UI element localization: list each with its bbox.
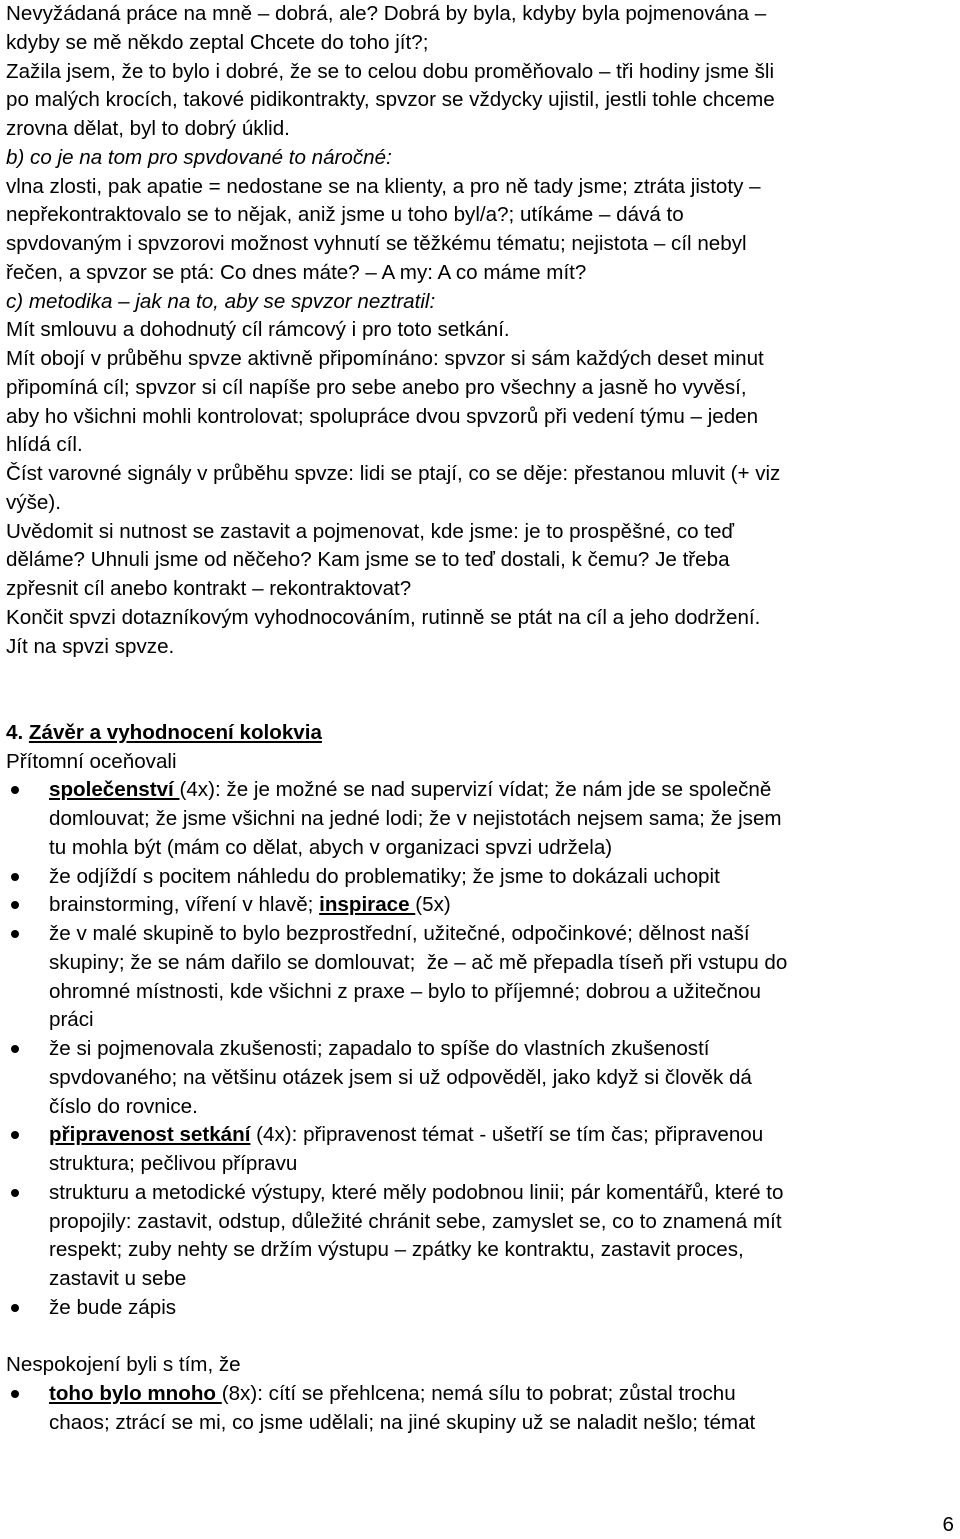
bullet-line — [49, 1121, 956, 1150]
bullet-keyword: inspirace — [319, 893, 416, 917]
text-line: děláme? Uhnuli jsme od něčeho? Kam jsme se to teď dostali, k čemu? Je třeba — [6, 548, 730, 572]
section-4-title: Závěr a vyhodnocení kolokvia — [28, 720, 322, 744]
bullet-line — [49, 834, 956, 863]
dissatisfied-list — [6, 1380, 956, 1438]
bullet-line — [49, 1294, 956, 1323]
bullet-text: práci — [49, 1008, 94, 1032]
bullet-text: že si pojmenovala zkušenosti; zapadalo to spíše do vlastních zkušeností — [49, 1037, 710, 1060]
bullet-text: domlouvat; že jsme všichni na jedné lodi; že v nejistotách nejsem sama; že jsem — [49, 807, 782, 830]
text-line: výše). — [6, 490, 61, 514]
bullet-item — [6, 1179, 956, 1294]
bullet-line — [49, 805, 956, 834]
bullet-text: že bude zápis — [49, 1295, 177, 1319]
spacer — [6, 661, 956, 690]
bullet-dot-icon — [11, 901, 19, 909]
section-4-intro-2: Nespokojení byli s tím, že — [6, 1353, 241, 1377]
bullet-keyword: společenství — [49, 778, 180, 802]
bullet-line — [49, 1380, 956, 1409]
bullet-keyword: připravenost setkání — [49, 1123, 251, 1147]
bullet-line — [49, 1006, 956, 1035]
bullet-dot-icon — [11, 786, 19, 794]
bullet-line — [49, 1236, 956, 1265]
bullet-line — [49, 978, 956, 1007]
bullet-line — [49, 949, 956, 978]
bullet-dot-icon — [11, 1045, 19, 1053]
bullet-text: že odjíždí s pocitem náhledu do problematiky; že jsme to dokázali uchopit — [49, 864, 720, 888]
bullet-item — [6, 1380, 956, 1438]
bullet-line — [49, 920, 956, 949]
bullet-dot-icon — [11, 1189, 19, 1197]
bullet-dot-icon — [11, 930, 19, 938]
bullet-dot-icon — [11, 1304, 19, 1312]
bullet-text: (4x): připravenost témat - ušetří se tím čas; připravenou — [250, 1123, 764, 1147]
section-c-heading: c) metodika – jak na to, aby se spvzor neztratil: — [6, 289, 436, 313]
text-line: Končit spvzi dotazníkovým vyhodnocováním, rutinně se ptát na cíl a jeho dodržení. — [6, 605, 761, 629]
bullet-item — [6, 1035, 956, 1121]
bullet-text: propojily: zastavit, odstup, důležité chránit sebe, zamyslet se, co to znamená mít — [49, 1209, 782, 1233]
bullet-text: strukturu a metodické výstupy, které měly podobnou linii; pár komentářů, které to — [49, 1180, 784, 1204]
section-b-body — [6, 173, 956, 288]
bullet-line — [49, 1179, 956, 1208]
spacer — [6, 1323, 956, 1352]
text-line: nepřekontraktovalo se to nějak, aniž jsme u toho byl/a?; utíkáme – dává to — [6, 203, 684, 227]
bullet-line — [49, 776, 956, 805]
text-line: zpřesnit cíl anebo kontrakt – rekontraktovat? — [6, 577, 412, 600]
bullet-text: struktura; pečlivou přípravu — [49, 1152, 298, 1175]
bullet-text: respekt; zuby nehty se držím výstupu – zpátky ke kontraktu, zastavit proces, — [49, 1238, 744, 1262]
text-line: Zažila jsem, že to bylo i dobré, že se to celou dobu proměňovalo – tři hodiny jsme šli — [6, 59, 775, 83]
bullet-line — [49, 1093, 956, 1122]
text-line: Mít obojí v průběhu spvze aktivně připomínáno: spvzor si sám každých deset minut — [6, 347, 764, 370]
text-line: kdyby se mě někdo zeptal Chcete do toho jít?; — [6, 30, 429, 54]
bullet-text: že v malé skupině to bylo bezprostřední, užitečné, odpočinkové; dělnost naší — [49, 922, 750, 945]
bullet-item — [6, 920, 956, 1035]
bullet-text: chaos; ztrácí se mi, co jsme udělali; na jiné skupiny už se naladit nešlo; témat — [49, 1410, 756, 1434]
text-line: Nevyžádaná práce na mně – dobrá, ale? Dobrá by byla, kdyby byla pojmenována – — [6, 2, 767, 25]
page-number: 6 — [942, 1513, 954, 1536]
section-4-number: 4. — [6, 720, 29, 744]
bullet-text: skupiny; že se nám dařilo se domlouvat; že – ač mě přepadla tíseň při vstupu do — [49, 950, 788, 974]
bullet-line — [49, 1150, 956, 1179]
bullet-item — [6, 1121, 956, 1179]
section-c-body — [6, 316, 956, 661]
text-line: řečen, a spvzor se ptá: Co dnes máte? – A my: A co máme mít? — [6, 260, 587, 284]
text-line: po malých krocích, takové pidikontrakty, spvzor se vždycky ujistil, jestli tohle chceme — [6, 88, 775, 112]
section-4-intro: Přítomní oceňovali — [6, 749, 177, 773]
bullet-text: (5x) — [415, 893, 451, 917]
bullet-line — [49, 891, 956, 920]
bullet-item — [6, 863, 956, 892]
spacer — [6, 690, 956, 719]
text-line: aby ho všichni mohli kontrolovat; spolupráce dvou spvzorů při vedení týmu – jeden — [6, 404, 759, 428]
bullet-text: spvdovaného; na většinu otázek jsem si už odpověděl, jako když si člověk dá — [49, 1065, 752, 1089]
bullet-dot-icon — [11, 1390, 19, 1398]
bullet-keyword: toho bylo mnoho — [49, 1382, 222, 1405]
bullet-text: (8x): cítí se přehlcena; nemá sílu to pobrat; zůstal trochu — [221, 1382, 736, 1405]
bullet-line — [49, 1265, 956, 1294]
bullet-line — [49, 1409, 956, 1438]
text-line: Uvědomit si nutnost se zastavit a pojmenovat, kde jsme: je to prospěšné, co teď — [6, 519, 735, 543]
bullet-item — [6, 891, 956, 920]
text-line: Číst varovné signály v průběhu spvze: lidi se ptají, co se děje: přestanou mluvit (+ viz — [6, 462, 781, 485]
document-page — [6, 0, 956, 1438]
bullet-line — [49, 1064, 956, 1093]
appreciated-list — [6, 776, 956, 1322]
bullet-text: ohromné místnosti, kde všichni z praxe – bylo to příjemné; dobrou a užitečnou — [49, 979, 762, 1003]
bullet-text: tu mohla být (mám co dělat, abych v organizaci spvzi udržela) — [49, 835, 613, 859]
text-line: připomíná cíl; spvzor si cíl napíše pro sebe anebo pro všechny a jasně ho vyvěsí, — [6, 375, 747, 399]
bullet-item — [6, 1294, 956, 1323]
bullet-line — [49, 1035, 956, 1064]
bullet-text: zastavit u sebe — [49, 1267, 187, 1290]
bullet-item — [6, 776, 956, 862]
section-b-heading: b) co je na tom pro spvdované to náročné: — [6, 145, 392, 169]
text-line: hlídá cíl. — [6, 433, 83, 457]
bullet-dot-icon — [11, 1131, 19, 1139]
bullet-prefix: brainstorming, víření v hlavě; — [49, 893, 320, 917]
bullet-dot-icon — [11, 873, 19, 881]
text-line: spvdovaným i spvzorovi možnost vyhnutí se těžkému tématu; nejistota – cíl nebyl — [6, 232, 747, 255]
text-line: Mít smlouvu a dohodnutý cíl rámcový i pro toto setkání. — [6, 318, 510, 342]
text-line: zrovna dělat, byl to dobrý úklid. — [6, 117, 290, 140]
bullet-text: číslo do rovnice. — [49, 1094, 198, 1118]
bullet-line — [49, 863, 956, 892]
text-line: Jít na spvzi spvze. — [6, 634, 175, 658]
text-line: vlna zlosti, pak apatie = nedostane se na klienty, a pro ně tady jsme; ztráta jistoty – — [6, 174, 761, 198]
paragraph-top — [6, 0, 956, 144]
bullet-text: (4x): že je možné se nad supervizí vídat; že nám jde se společně — [179, 778, 772, 802]
bullet-line — [49, 1208, 956, 1237]
section-4-heading — [6, 719, 956, 748]
